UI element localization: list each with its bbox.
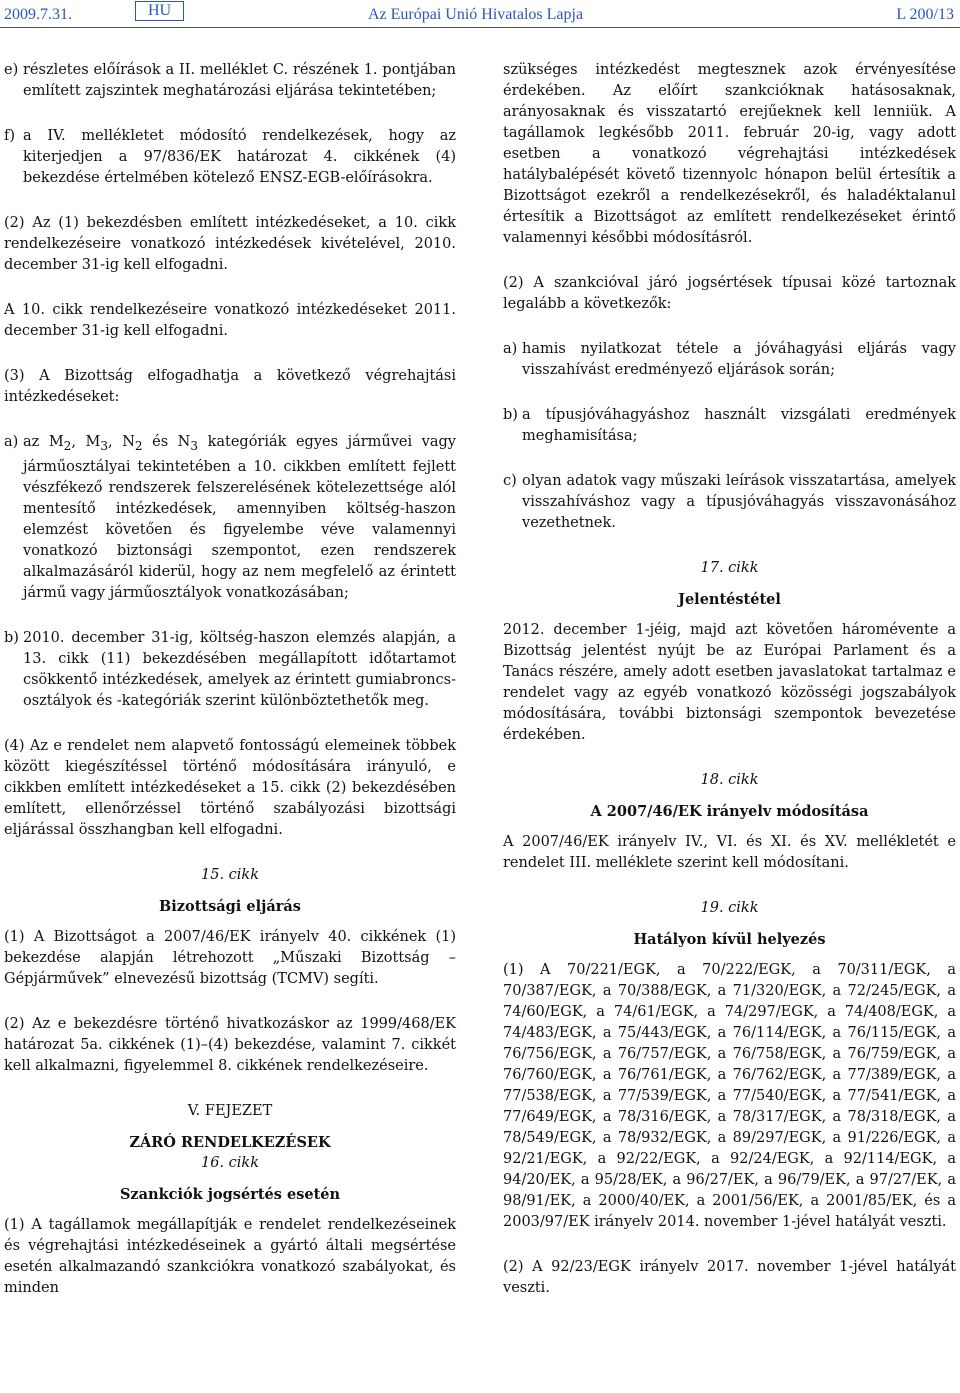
item-label: a) <box>4 434 19 450</box>
article-19-paragraph-1: (1) A 70/221/EGK, a 70/222/EGK, a 70/311/EGK, a 70/387/EGK, a 70/388/EGK, a 71/320/EGK, a 72/245/EGK, a 74/60/EGK, a 74/61/EGK, a 74/297/EGK, a 74/408/EGK, a 74/483/EGK, a 75/443/EGK, a 76/114/EGK, a 76/115/EGK, a 76/756/EGK, a 76/757/EGK, a 76/758/EGK, a 76/759/EGK, a 76/760/EGK, a 76/761/EGK, a 76/762/EGK, a 77/389/EGK, a 77/538/EGK, a 77/539/EGK, a 77/540/EGK, a 77/541/EGK, a 77/649/EGK, a 78/316/EGK, a 78/317/EGK, a 78/318/EGK, a 78/549/EGK, a 78/932/EGK, a 89/297/EGK, a 91/226/EGK, a 92/21/EGK, a 92/22/EGK, a 92/24/EGK, a 92/114/EGK, a 94/20/EK, a 95/28/EK, a 96/27/EK, a 96/79/EK, a 97/27/EK, a 98/91/EK, a 2000/40/EK, a 2001/56/EK, a 2001/85/EK, és a 2003/97/EK irányelv 2014. november 1-jével hatályát veszti. <box>503 962 956 1230</box>
right-column <box>503 60 956 1299</box>
item-text: az $M_2$, $M_3$, $N_2$ és $N_3$ kategóriák egyes járművei vagy járműosztályai tekintetében a 10. cikkben említett fejlett vészfékező rendszerek felszerelésének kötelezettsége alól mentesítő intézkedések, amennyiben költség-haszon elemzést követően és figyelembe véve valamennyi vonatkozó biztonsági szempontot, ezen rendszerek alkalmazásáról kiderül, hogy az nem megfelelő az érintett jármű vagy járműosztályok vonatkozásában; <box>23 434 456 601</box>
paragraph-2b: A 10. cikk rendelkezéseire vonatkozó intézkedéseket 2011. december 31-ig kell elfogadni. <box>4 302 456 339</box>
list-item-a <box>503 339 956 381</box>
article-title: Hatályon kívül helyezés <box>633 931 826 948</box>
left-column <box>4 60 456 1299</box>
chapter-number: V. FEJEZET <box>187 1102 273 1119</box>
list-item-b <box>4 628 456 712</box>
journal-title: Az Európai Unió Hivatalos Lapja <box>368 6 584 23</box>
chapter-title: ZÁRÓ RENDELKEZÉSEK <box>129 1133 331 1151</box>
list-item-c <box>503 471 956 534</box>
item-label: e) <box>4 62 19 78</box>
item-text: a IV. mellékletet módosító rendelkezések, hogy az kiterjedjen a 97/836/EK határozat 4. cikkének (4) bekezdése értelmében kötelező ENSZ-EGB-előírásokra. <box>23 128 456 186</box>
article-number: 18. cikk <box>700 772 759 788</box>
article-17-paragraph: 2012. december 1-jéig, majd azt követően háromévente a Bizottság jelentést nyújt be az Európai Parlament és a Tanács részére, amely adott esetben javaslatokat tartalmaz e rendelet vagy az egyéb vonatkozó közösségi jogszabályok módosítására, további biztonsági szempontok bevezetése érdekében. <box>503 622 956 743</box>
item-label: f) <box>4 128 16 144</box>
list-item-b <box>503 405 956 447</box>
page-header <box>0 0 960 28</box>
item-label: b) <box>503 407 518 423</box>
article-16-paragraph-1: (1) A tagállamok megállapítják e rendelet rendelkezéseinek és végrehajtási intézkedéseinek a gyártó általi megsértése esetén alkalmazandó szankciókra vonatkozó szabályokat, és minden <box>4 1216 456 1296</box>
paragraph-3: (3) A Bizottság elfogadhatja a következő végrehajtási intézkedéseket: <box>4 368 456 405</box>
item-text: hamis nyilatkozat tétele a jóváhagyási eljárás vagy visszahívást eredményező eljárások során; <box>522 341 956 378</box>
list-item-a <box>4 432 456 604</box>
item-text: 2010. december 31-ig, költség-haszon elemzés alapján, a 13. cikk (11) bekezdésében megállapított időtartamot csökkentő intézkedések, amelyek az érintett gumiabroncs-osztályok és -kategóriák szerint különböztethetők meg. <box>23 629 456 709</box>
article-title: A 2007/46/EK irányelv módosítása <box>590 803 869 820</box>
publication-date: 2009.7.31. <box>4 6 72 23</box>
article-18-paragraph: A 2007/46/EK irányelv IV., VI. és XI. és XV. mellékletét e rendelet III. melléklete szerint kell módosítani. <box>503 834 956 871</box>
page-number: L 200/13 <box>896 6 954 23</box>
item-label: b) <box>4 629 19 646</box>
header-rule <box>0 27 960 28</box>
item-label: c) <box>503 473 517 489</box>
paragraph-2: (2) Az (1) bekezdésben említett intézkedéseket, a 10. cikk rendelkezéseire vonatkozó intézkedések kivételével, 2010. december 31-ig kell elfogadni. <box>4 215 456 273</box>
article-number: 19. cikk <box>700 900 759 916</box>
paragraph-continued: szükséges intézkedést megtesznek azok érvényesítése érdekében. Az előírt szankcióknak hatásosaknak, arányosaknak és visszatartó erejűeknek kell lenniük. A tagállamok legkésőbb 2011. február 20-ig, vagy adott esetben a vonatkozó végrehajtási intézkedések hatálybalépését követő tizennyolc hónapon belül értesítik a Bizottságot ezekről a rendelkezésekről, és haladéktalanul értesítik a Bizottságot az említett rendelkezéseket érintő valamennyi későbbi módosításról. <box>503 62 956 246</box>
item-text: részletes előírások a II. melléklet C. részének 1. pontjában említett zajszintek meghatározási eljárása tekintetében; <box>23 62 456 99</box>
article-15-paragraph-1: (1) A Bizottságot a 2007/46/EK irányelv 40. cikkének (1) bekezdése alapján létrehozott „Műszaki Bizottság – Gépjárművek” elnevezésű bizottság (TCMV) segíti. <box>4 928 456 987</box>
language-badge: HU <box>135 1 184 21</box>
item-text: a típusjóváhagyáshoz használt vizsgálati eredmények meghamisítása; <box>522 407 956 444</box>
article-number: 16. cikk <box>201 1154 259 1171</box>
list-item-f <box>4 126 456 189</box>
article-number: 17. cikk <box>700 560 759 576</box>
item-label: a) <box>503 341 518 357</box>
article-title: Bizottsági eljárás <box>159 897 301 915</box>
item-text: olyan adatok vagy műszaki leírások visszatartása, amelyek visszahíváshoz vagy a típusjóváhagyás visszavonásához vezethetnek. <box>522 473 956 531</box>
paragraph-4: (4) Az e rendelet nem alapvető fontosságú elemeinek többek között kiegészítéssel történő módosítására irányuló, e cikkben említett intézkedéseket a 15. cikk (2) bekezdésében említett, ellenőrzéssel történő szabályozási bizottsági eljárással összhangban kell elfogadni. <box>4 737 456 838</box>
article-title: Jelentéstétel <box>678 591 781 608</box>
article-15-paragraph-2: (2) Az e bekezdésre történő hivatkozáskor az 1999/468/EK határozat 5a. cikkének (1)–(4) bekezdése, valamint 7. cikkét kell alkalmazni, figyelemmel 8. cikkének rendelkezéseire. <box>4 1015 456 1074</box>
article-19-paragraph-2: (2) A 92/23/EGK irányelv 2017. november 1-jével hatályát veszti. <box>503 1259 956 1296</box>
article-number: 15. cikk <box>201 866 259 883</box>
article-title: Szankciók jogsértés esetén <box>119 1185 341 1203</box>
paragraph-2: (2) A szankcióval járó jogsértések típusai közé tartoznak legalább a következők: <box>503 275 956 312</box>
list-item-e <box>4 60 456 102</box>
